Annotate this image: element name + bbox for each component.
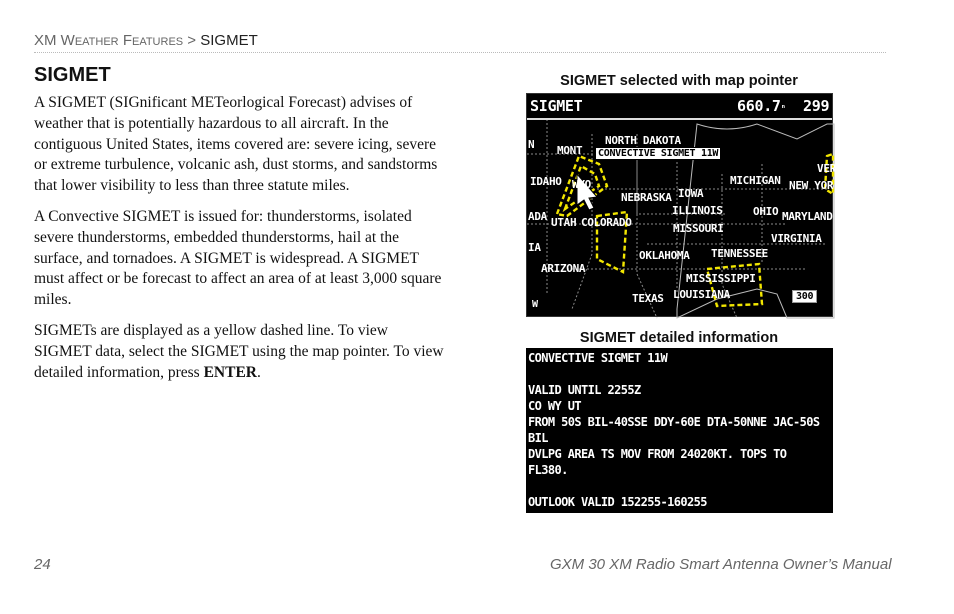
state-label: TEXAS <box>632 292 664 305</box>
paragraph-convective-sigmet: A Convective SIGMET is issued for: thunderstorms, isolated severe thunderstorms, embedded thunderstorms, hail at the surface, and tornadoes. A SIGMET is widespread. A SIGMET must affect or be forecast to affect an area of at least 3,000 square miles. <box>34 207 442 309</box>
info-line: OUTLOOK VALID 152255-160255 <box>528 495 707 509</box>
state-label: VER <box>817 162 836 175</box>
state-label: OKLAHOMA <box>639 249 690 262</box>
info-line: FL380. <box>528 463 568 477</box>
state-label: ARIZONA <box>541 262 586 275</box>
state-label: IA <box>528 241 541 254</box>
sigmet-map-screenshot <box>526 93 836 317</box>
map-figure-caption: SIGMET selected with map pointer <box>560 73 798 89</box>
state-label: UTAH <box>551 216 577 229</box>
state-label: MONT <box>557 144 583 157</box>
info-line <box>528 478 831 494</box>
info-line: CO WY UT <box>528 399 581 413</box>
state-label: N <box>528 138 535 151</box>
info-line <box>528 366 831 382</box>
state-label: LOUISIANA <box>673 288 730 301</box>
breadcrumb-current: SIGMET <box>200 32 258 49</box>
paragraph-sigmet-definition: A SIGMET (SIGnificant METeorlogical Forecast) advises of weather that is potentially hazardous to all aircraft. In the contiguous United States, items covered are: severe icing, severe or extreme turbulence, volcanic ash, dust storms, and sandstorms that lower visibility to less than three statute miles. <box>34 94 438 195</box>
sigmet-popup-label: CONVECTIVE SIGMET 11W <box>595 147 721 160</box>
state-label: IDAHO <box>530 175 562 188</box>
wind-indicator-label: W <box>532 299 538 310</box>
paragraph-viewing-instructions: SIGMETs are displayed as a yellow dashed line. To view SIGMET data, select the SIGMET using the map pointer. To view detailed information, press ENTER. <box>34 321 444 381</box>
state-label: IOWA <box>678 187 704 200</box>
state-label: NEW YOR <box>789 179 834 192</box>
info-line: CONVECTIVE SIGMET 11W <box>528 351 668 365</box>
info-line: VALID UNTIL 2255Z <box>528 383 641 397</box>
state-label: ADA <box>528 210 547 223</box>
info-line: DVLPG AREA TS MOV FROM 24020KT. TOPS TO <box>528 447 787 461</box>
state-label: COLORADO <box>581 216 632 229</box>
map-screen-title: SIGMET <box>530 97 583 115</box>
state-label: NEBRASKA <box>621 191 672 204</box>
page-number: 24 <box>34 556 51 573</box>
breadcrumb-separator: > <box>183 32 201 49</box>
state-label: VIRGINIA <box>771 232 822 245</box>
sigmet-info-screenshot <box>526 348 833 513</box>
state-label: ILLINOIS <box>672 204 723 217</box>
breadcrumb <box>34 32 886 53</box>
enter-key-label: ENTER <box>203 363 257 381</box>
state-label: MARYLAND <box>782 210 833 223</box>
page-title: SIGMET <box>34 64 111 86</box>
info-line: BIL <box>528 431 548 445</box>
body-text <box>34 93 449 393</box>
info-figure-caption: SIGMET detailed information <box>579 330 779 346</box>
distance-readout: 660.7ⁿ <box>737 97 786 115</box>
state-label: TENNESSEE <box>711 247 768 260</box>
state-label: MISSISSIPPI <box>686 272 756 285</box>
info-line: FROM 50S BIL-40SSE DDY-60E DTA-50NNE JAC-50S <box>528 415 820 429</box>
bearing-readout: 299 <box>803 97 830 115</box>
manual-title: GXM 30 XM Radio Smart Antenna Owner’s Manual <box>550 556 892 573</box>
breadcrumb-section: XM WEATHER FEATURES <box>34 32 184 49</box>
state-label: WYO <box>572 178 591 191</box>
state-label: MISSOURI <box>673 222 724 235</box>
map-scale: 300 <box>792 290 817 303</box>
state-label: NORTH DAKOTA <box>605 134 681 147</box>
state-label: MICHIGAN <box>730 174 781 187</box>
state-label: OHIO <box>753 205 779 218</box>
